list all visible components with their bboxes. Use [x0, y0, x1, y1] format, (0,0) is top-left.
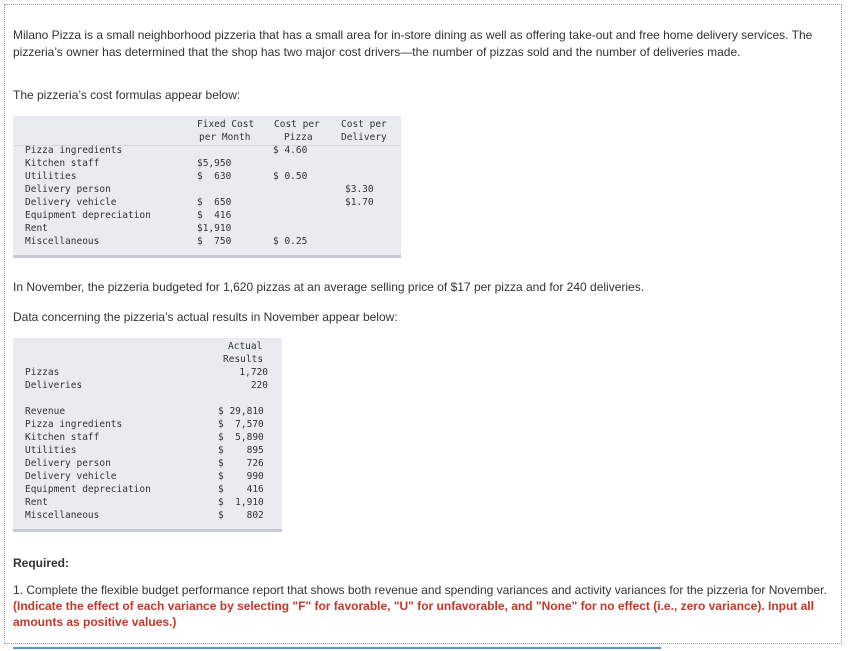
- intro-paragraph: Milano Pizza is a small neighborhood pizzeria that has a small area for in-store dining as well as offering take-out and free home delivery services. The pizzeria’s owner has determined that the shop has two major cost drivers—the number of pizzas sold and the number of deliveries made.: [13, 28, 813, 59]
- table-bottom-rule: [13, 255, 401, 258]
- table-row: Revenue $ 29,810: [25, 406, 264, 417]
- header-delivery: Delivery: [341, 132, 387, 143]
- header-actual: Actual: [228, 341, 263, 352]
- actual-header-row-1: [13, 340, 282, 353]
- actual-results-intro: Data concerning the pizzeria’s actual results in November appear below:: [13, 310, 398, 324]
- table-row: Delivery person $3.30: [25, 184, 374, 195]
- header-per-month: per Month: [199, 132, 251, 143]
- table-row: Rent $1,910: [25, 223, 232, 234]
- table-row: Pizza ingredients $ 7,570: [25, 419, 264, 430]
- cost-header-row-2: [13, 131, 401, 144]
- table-row: Miscellaneous $ 750 $ 0.25: [25, 236, 308, 247]
- table-row: Delivery vehicle $ 990: [25, 471, 264, 482]
- table-row: Kitchen staff $ 5,890: [25, 432, 264, 443]
- required-question: [13, 582, 833, 630]
- table-row: Miscellaneous $ 802: [25, 510, 264, 521]
- budget-paragraph: In November, the pizzeria budgeted for 1,620 pizzas at an average selling price of $17 per pizza and for 240 deliveries.: [13, 280, 645, 294]
- header-results: Results: [223, 354, 264, 365]
- actual-table-bottom-rule: [13, 529, 282, 532]
- header-fixed-cost: Fixed Cost: [197, 119, 255, 130]
- table-row: Pizza ingredients $ 4.60: [25, 145, 308, 156]
- cost-header-row-1: [13, 118, 401, 131]
- table-row: Utilities $ 630 $ 0.50: [25, 171, 308, 182]
- table-row: Kitchen staff $5,950: [25, 158, 232, 169]
- required-instruction: (Indicate the effect of each variance by selecting "F" for favorable, "U" for unfavorable, and "None" for no effect (i.e., zero variance). Input all amounts as positive values.): [13, 599, 814, 629]
- header-cost-per-delivery: Cost per: [341, 119, 387, 130]
- table-row: Deliveries 220: [25, 380, 268, 391]
- table-row: Rent $ 1,910: [25, 497, 264, 508]
- cost-formulas-intro: The pizzeria’s cost formulas appear below:: [13, 88, 241, 102]
- table-row: Delivery vehicle $ 650 $1.70: [25, 197, 374, 208]
- table-row: Utilities $ 895: [25, 445, 264, 456]
- actual-header-row-2: [13, 353, 282, 366]
- table-row: Equipment depreciation $ 416: [25, 210, 232, 221]
- header-pizza: Pizza: [284, 132, 313, 143]
- answer-section-divider: [13, 647, 661, 649]
- table-row: Equipment depreciation $ 416: [25, 484, 264, 495]
- table-row: Pizzas 1,720: [25, 367, 268, 378]
- required-heading: Required:: [13, 556, 70, 570]
- cost-formulas-table: [13, 116, 401, 255]
- table-row: Delivery person $ 726: [25, 458, 264, 469]
- header-cost-per-pizza: Cost per: [274, 119, 320, 130]
- actual-results-table: [13, 338, 282, 529]
- required-text: 1. Complete the flexible budget performance report that shows both revenue and spending variances and activity variances for the pizzeria for November.: [13, 583, 827, 597]
